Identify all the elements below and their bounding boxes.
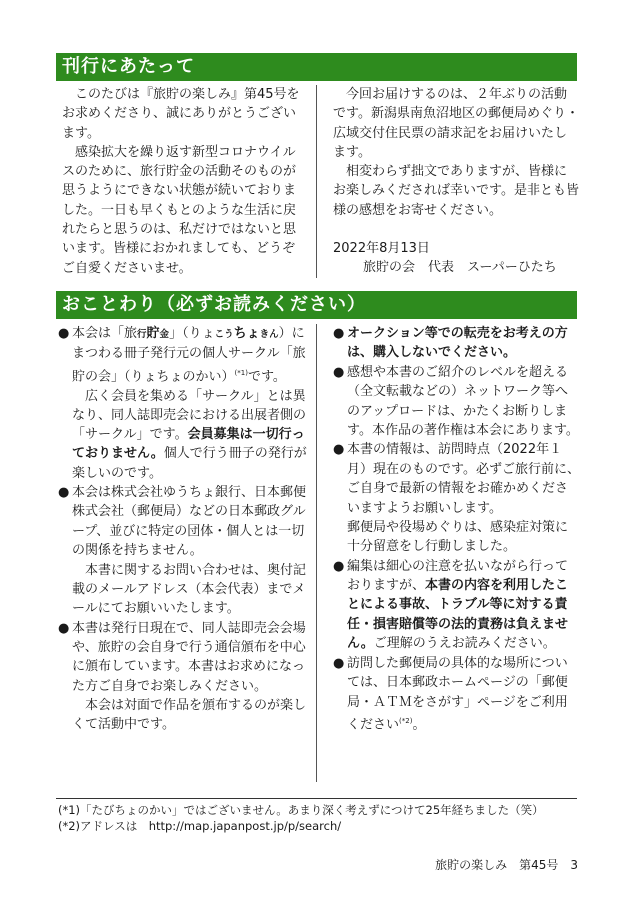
notice-left-column (58, 324, 308, 735)
list-item: ● 本会は「旅行貯金」（りょこうちょきん）にまつわる冊子発行元の個人サークル「旅貯の会」（りょちょのかい）$^{(*1)}$です。 (58, 324, 308, 387)
footnote-2: (*2)アドレスは http://map.japanpost.jp/p/search/ (58, 819, 342, 833)
intro-paragraph: 今回お届けするのは、２年ぶりの活動です。新潟県南魚沼地区の郵便局めぐり・広域交付住民票の請求記をお届けいたします。 (333, 87, 579, 160)
list-item-continuation: 広く会員を集める「サークル」とは異なり、同人誌即売会における出展者側の「サークル」です。会員募集は一切行っておりません。個人で行う冊子の発行が楽しいのです。 (72, 388, 307, 481)
list-item: ● 感想や本書のご紹介のレベルを超える（全文転載などの）ネットワーク等へのアップロードは、かたくお断りします。本作品の著作権は本会にあります。 (333, 363, 580, 441)
bullet-icon: ● (333, 442, 345, 458)
intro-signature: 旅貯の会 代表 スーパーひたち (363, 260, 557, 276)
intro-date: 2022年8月13日 (333, 241, 430, 257)
intro-paragraph: 相変わらず拙文でありますが、皆様にお楽しみくだされば幸いです。是非とも皆様の感想をお寄せください。 (333, 164, 579, 218)
bullet-icon: ● (333, 326, 345, 341)
page-footer: 旅貯の楽しみ 第45号 3 (435, 858, 578, 872)
bullet-icon: ● (58, 326, 70, 341)
list-item: ● 本書は発行日現在で、同人誌即売会会場や、旅貯の会自身で行う通信頒布を中心に頒布しています。本書はお求めになった方ご自身でお楽しみください。 (58, 619, 308, 697)
list-item: ● 本書の情報は、訪問時点（2022年１月）現在のものです。必ずご旅行前に、ご自身で最新の情報をお確かめくださいますようお願いします。 (333, 440, 580, 518)
intro-right-column (333, 85, 579, 278)
list-item: ● 編集は細心の注意を払いながら行っておりますが、本書の内容を利用したことによる事故、トラブル等に対する責任・損害賠償等の法的責務は負えません。ご理解のうえお読みください。 (333, 557, 580, 654)
footnote-ref: (*2) (399, 716, 413, 725)
column-divider (316, 324, 317, 782)
bullet-icon: ● (333, 558, 345, 574)
list-item-continuation: 郵便局や役場めぐりは、感染症対策に十分留意をし行動しました。 (347, 520, 569, 555)
list-item-continuation: 本書に関するお問い合わせは、奥付記載のメールアドレス（本会代表）までメールにてお願いいたします。 (72, 562, 307, 617)
footnote-ref: (*1) (234, 368, 248, 377)
footnote-divider (56, 798, 577, 799)
notice-right-column (333, 324, 580, 735)
section-heading-intro: 刊行にあたって (56, 53, 577, 81)
intro-paragraph: 感染拡大を繰り返す新型コロナウイルスのために、旅行貯金の活動そのものが思うようにできない状態が続いておりました。一日も早くもとのような生活に戻れたらと思うのは、私だけではないと思います。皆様におかれましても、どうぞご自愛くださいませ。 (62, 144, 297, 276)
intro-left-column (62, 85, 307, 278)
bullet-icon: ● (333, 655, 345, 671)
list-item: ● 本会は株式会社ゆうちょ銀行、日本郵便株式会社（郵便局）などの日本郵政グループ、並びに特定の団体・個人とは一切の関係を持ちません。 (58, 483, 308, 561)
bullet-icon: ● (58, 620, 70, 636)
list-item: ● オークション等での転売をお考えの方は、購入しないでください。 (333, 324, 580, 363)
bullet-icon: ● (58, 485, 70, 501)
footnote-1: (*1)「たびちょのかい」ではございません。あまり深く考えずにつけて25年経ちました（笑） (58, 803, 544, 817)
column-divider (316, 85, 317, 278)
bullet-icon: ● (333, 364, 345, 380)
list-item: ● 訪問した郵便局の具体的な場所については、日本郵政ホームページの「郵便局・ＡＴＭをさがす」ページをご利用ください$^{(*2)}$。 (333, 654, 580, 735)
intro-paragraph: このたびは『旅貯の楽しみ』第45号をお求めくださり、誠にありがとうございます。 (62, 87, 300, 141)
section-heading-notice: おことわり（必ずお読みください） (56, 291, 577, 319)
list-item-continuation: 本会は対面で作品を頒布するのが楽しくて活動中です。 (72, 698, 307, 733)
